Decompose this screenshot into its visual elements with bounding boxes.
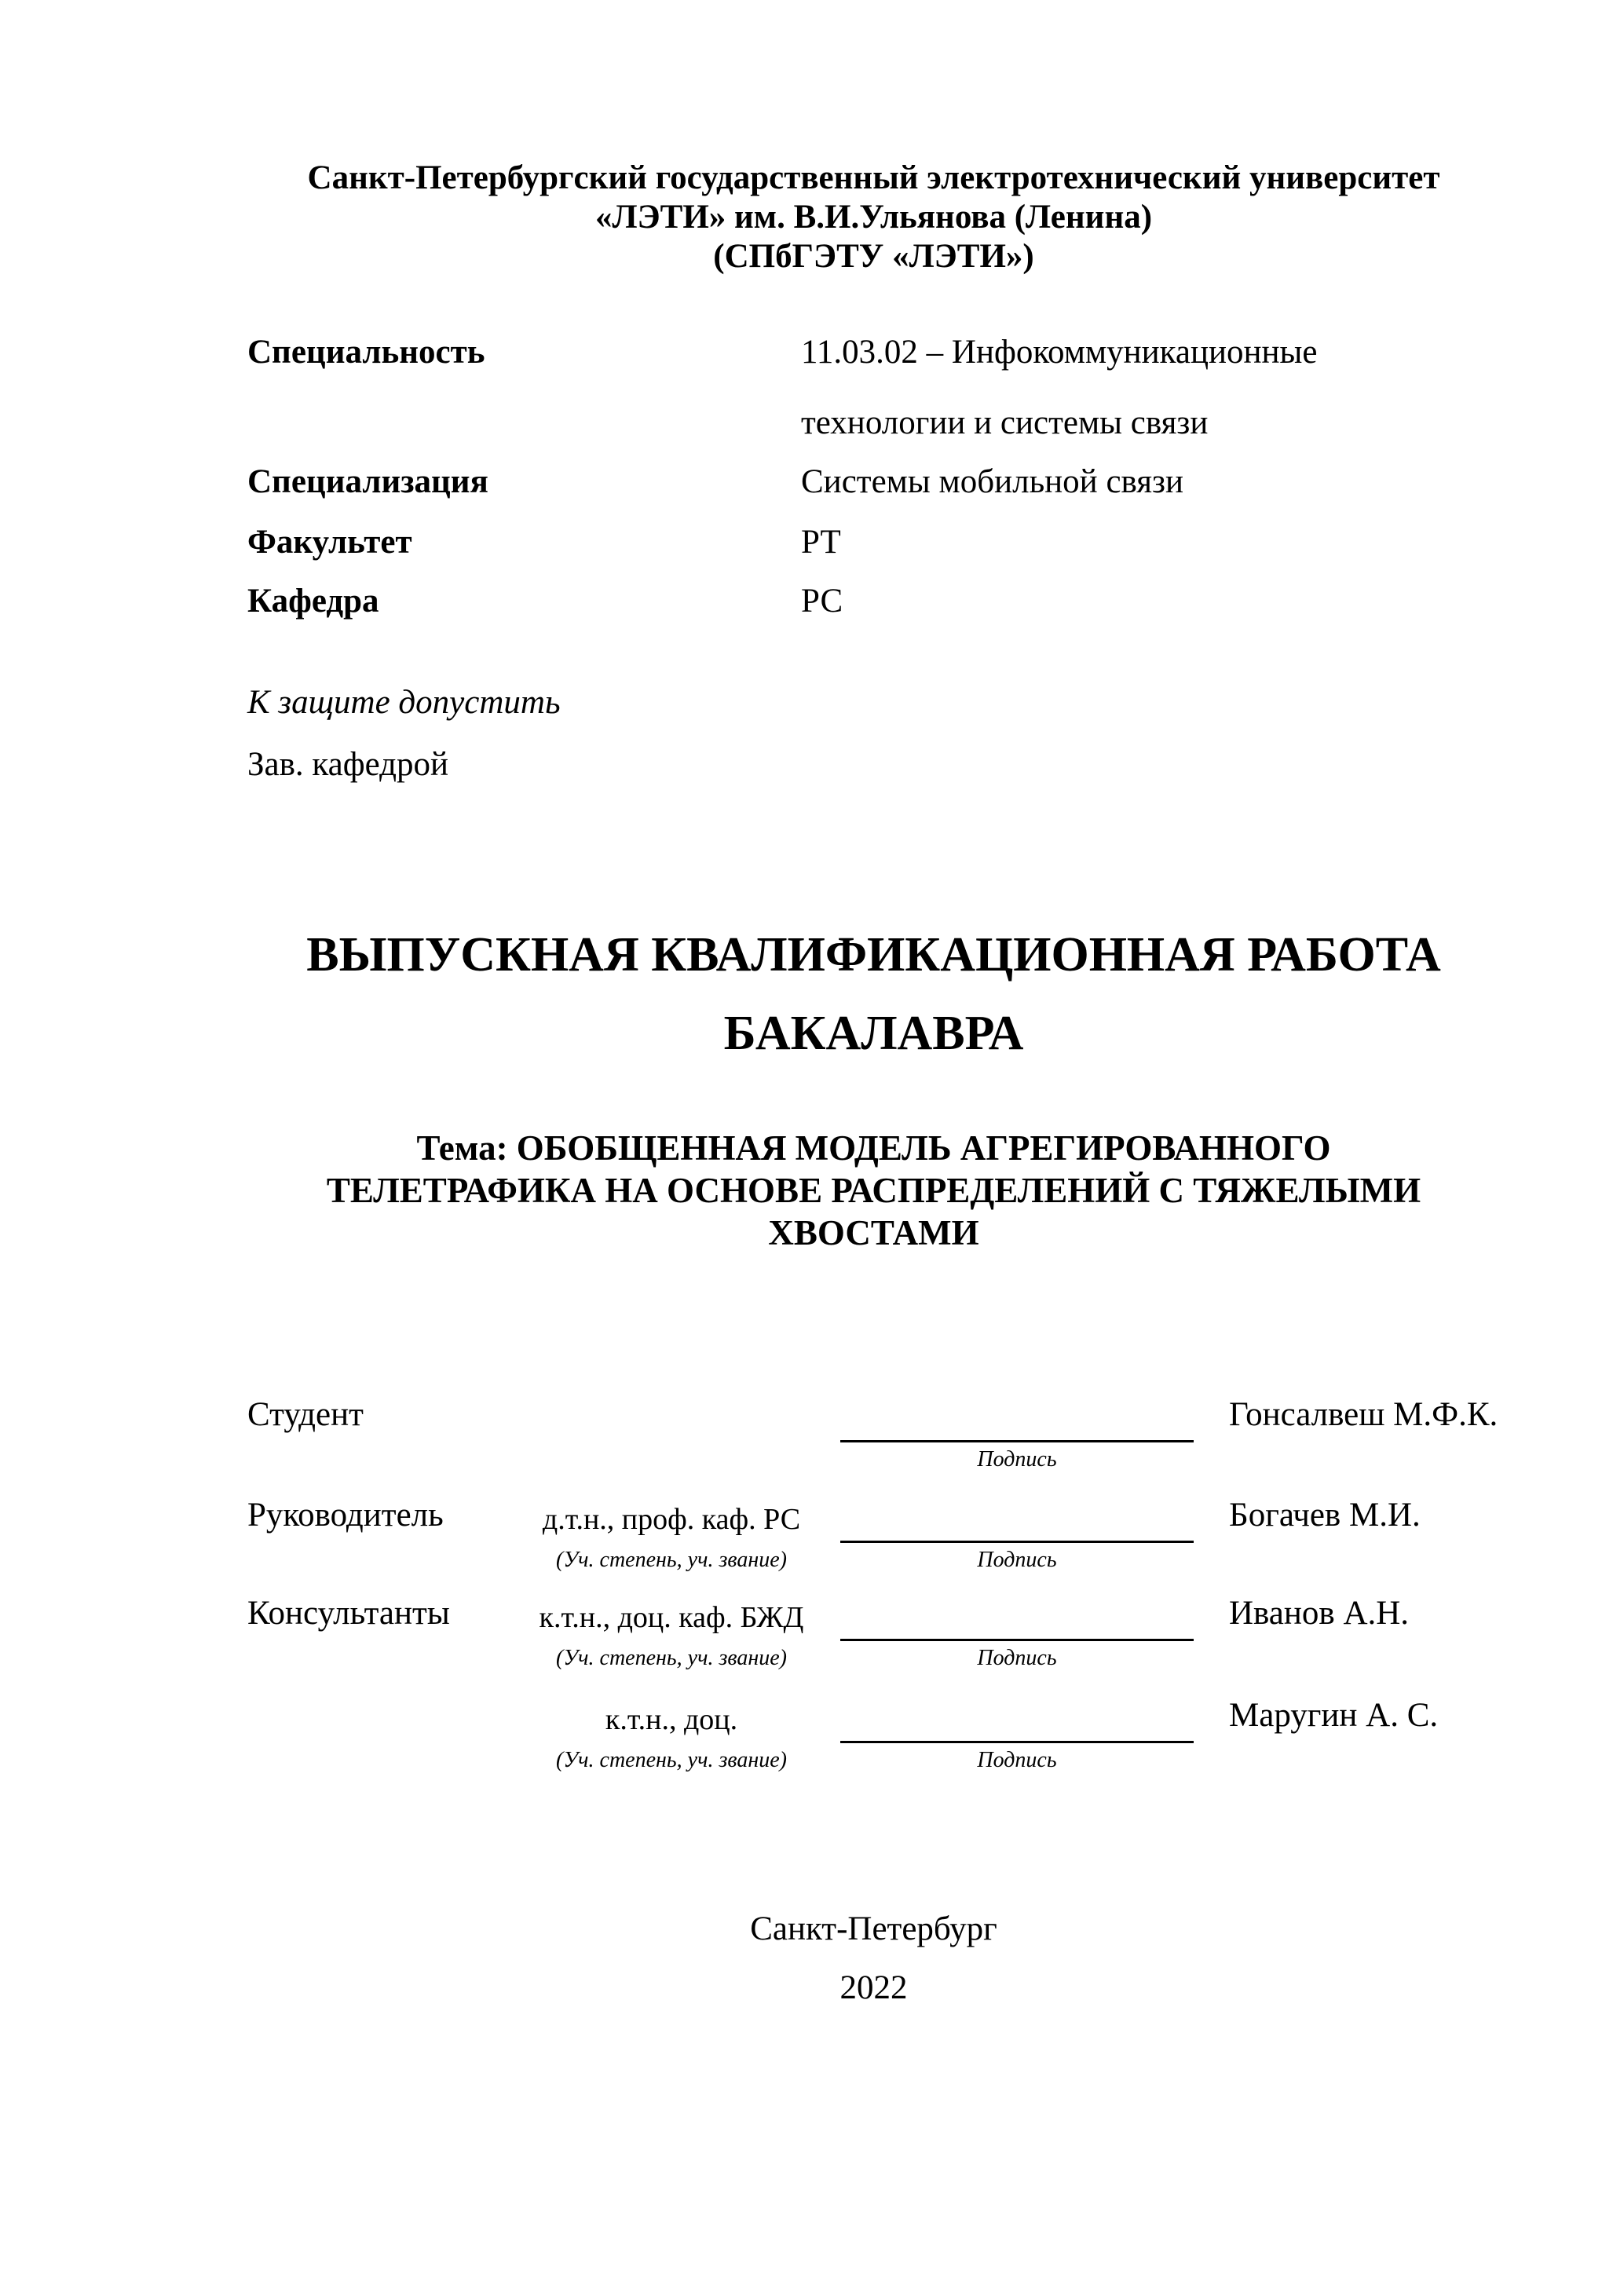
- university-header: [247, 159, 1500, 276]
- specialty-value-line1: 11.03.02 – Инфокоммуникационные: [801, 334, 1318, 371]
- signature-row-consultant-2: [0, 1696, 1624, 1798]
- theme-line3: ХВОСТАМИ: [768, 1213, 979, 1252]
- supervisor-degree: д.т.н., проф. каф. РС: [542, 1503, 801, 1536]
- work-title-line1: ВЫПУСКНАЯ КВАЛИФИКАЦИОННАЯ РАБОТА: [306, 928, 1441, 982]
- work-title-line2: БАКАЛАВРА: [723, 1007, 1024, 1060]
- supervisor-degree-caption: (Уч. степень, уч. звание): [556, 1548, 787, 1572]
- faculty-value: РТ: [801, 524, 841, 561]
- specialization-value: Системы мобильной связи: [801, 463, 1184, 500]
- signature-row-student: [0, 1395, 1624, 1497]
- supervisor-name: Богачев М.И.: [1229, 1497, 1421, 1534]
- theme-line2: ТЕЛЕТРАФИКА НА ОСНОВЕ РАСПРЕДЕЛЕНИЙ С ТЯЖЕЛЫМИ: [326, 1171, 1421, 1210]
- admission-phrase: К защите допустить: [247, 684, 561, 721]
- department-head-label: Зав. кафедрой: [247, 746, 449, 783]
- specialization-label: Специализация: [247, 463, 488, 500]
- specialty-value-line2: технологии и системы связи: [801, 404, 1209, 441]
- footer-year: 2022: [839, 1969, 908, 2006]
- signature-row-consultant-1: [0, 1594, 1624, 1696]
- specialty-label: Специальность: [247, 334, 485, 371]
- consultant1-signature-line: [840, 1639, 1194, 1641]
- student-name: Гонсалвеш М.Ф.К.: [1229, 1396, 1498, 1433]
- university-name-line2: «ЛЭТИ» им. В.И.Ульянова (Ленина): [594, 199, 1153, 236]
- student-role-label: Студент: [247, 1396, 364, 1433]
- student-signature-caption: Подпись: [977, 1447, 1057, 1472]
- consultants-role-label: Консультанты: [247, 1595, 450, 1632]
- supervisor-role-label: Руководитель: [247, 1497, 444, 1534]
- university-name-line1: Санкт-Петербургский государственный электротехнический университет: [307, 159, 1440, 196]
- supervisor-signature-caption: Подпись: [977, 1548, 1057, 1572]
- consultant2-signature-line: [840, 1741, 1194, 1743]
- theme-block: [247, 1127, 1500, 1254]
- department-value: РС: [801, 583, 843, 620]
- consultant1-degree: к.т.н., доц. каф. БЖД: [539, 1601, 804, 1634]
- theme-line1: Тема: ОБОБЩЕННАЯ МОДЕЛЬ АГРЕГИРОВАННОГО: [416, 1128, 1331, 1168]
- supervisor-signature-line: [840, 1541, 1194, 1543]
- faculty-label: Факультет: [247, 524, 412, 561]
- consultant1-name: Иванов А.Н.: [1229, 1595, 1410, 1632]
- footer-city: Санкт-Петербург: [750, 1910, 997, 1947]
- consultant2-degree: к.т.н., доц.: [605, 1703, 738, 1736]
- department-label: Кафедра: [247, 583, 379, 620]
- consultant1-signature-caption: Подпись: [977, 1646, 1057, 1670]
- consultant1-degree-caption: (Уч. степень, уч. звание): [556, 1646, 787, 1670]
- consultant2-degree-caption: (Уч. степень, уч. звание): [556, 1748, 787, 1772]
- university-abbreviation: (СПбГЭТУ «ЛЭТИ»): [713, 238, 1034, 275]
- consultant2-name: Маругин А. С.: [1229, 1697, 1439, 1734]
- student-signature-line: [840, 1440, 1194, 1442]
- signature-row-supervisor: [0, 1496, 1624, 1598]
- consultant2-signature-caption: Подпись: [977, 1748, 1057, 1772]
